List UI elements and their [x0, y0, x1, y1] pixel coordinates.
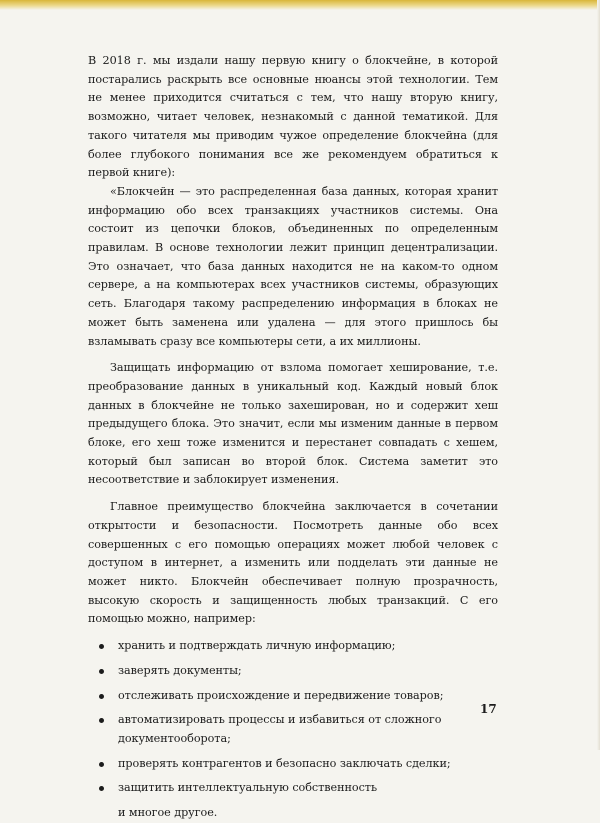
list-item: [118, 637, 498, 656]
page-top-edge: [0, 0, 600, 10]
list-item: [118, 687, 498, 706]
list-item-text: проверять контрагентов и безопасно заключать сделки;: [118, 756, 451, 770]
list-item: [118, 662, 498, 681]
list-item-text: защитить интеллектуальную собственность: [118, 781, 377, 795]
list-item-text: хранить и подтверждать личную информацию;: [118, 639, 396, 653]
list-item: [118, 711, 498, 748]
list-item-text: автоматизировать процессы и избавиться от сложного документооборота;: [118, 713, 442, 745]
bullet-list: [88, 637, 498, 798]
page-body: [88, 52, 498, 823]
list-item-text: отслеживать происхождение и передвижение товаров;: [118, 688, 444, 702]
bullet-dot-icon: [99, 786, 104, 791]
list-tail: и многое другое.: [118, 806, 218, 820]
list-item: [118, 755, 498, 774]
paragraph-advantages: Главное преимущество блокчейна заключается в сочетании открытости и безопасности. Посмотреть данные обо всех совершенных с его помощью операциях может любой человек с доступом в интернет, а изменить или подделать эти данные не может никто. Блокчейн обеспечивает полную прозрачность, высокую скорость и защищенность любых транзакций. С его помощью можно, например:: [88, 500, 498, 626]
paragraph-quote: «Блокчейн — это распределенная база данных, которая хранит информацию обо всех транзакциях участников системы. Она состоит из цепочки блоков, объединенных по определенным правилам. В основе технологии лежит принцип децентрализации. Это означает, что база данных находится не на каком-то одном сервере, а на компьютерах всех участников системы, образующих сеть. Благодаря такому распределению информация в блоках не может быть заменена или удалена — для этого пришлось бы взламывать сразу все компьютеры сети, а их миллионы.: [88, 184, 498, 348]
page-number: 17: [480, 702, 497, 716]
list-item-text: заверять документы;: [118, 663, 242, 677]
paragraph-intro: В 2018 г. мы издали нашу первую книгу о блокчейне, в которой постарались раскрыть все основные нюансы этой технологии. Тем не менее приходится считаться с тем, что нашу вторую книгу, возможно, читает человек, незнакомый с данной тематикой. Для такого читателя мы приводим чужое определение блокчейна (для более глубокого понимания все же рекомендуем обратиться к первой книге):: [88, 54, 498, 180]
bullet-dot-icon: [99, 669, 104, 674]
paragraph-hashing: Защищать информацию от взлома помогает хеширование, т.е. преобразование данных в уникальный код. Каждый новый блок данных в блокчейне не только захеширован, но и содержит хеш предыдущего блока. Это значит, если мы изменим данные в первом блоке, его хеш тоже изменится и перестанет совпадать с хешем, который был записан во второй блок. Система заметит это несоответствие и заблокирует изменения.: [88, 361, 498, 487]
bullet-dot-icon: [99, 694, 104, 699]
bullet-dot-icon: [99, 762, 104, 767]
bullet-dot-icon: [99, 718, 104, 723]
list-item: [118, 779, 498, 798]
bullet-dot-icon: [99, 644, 104, 649]
